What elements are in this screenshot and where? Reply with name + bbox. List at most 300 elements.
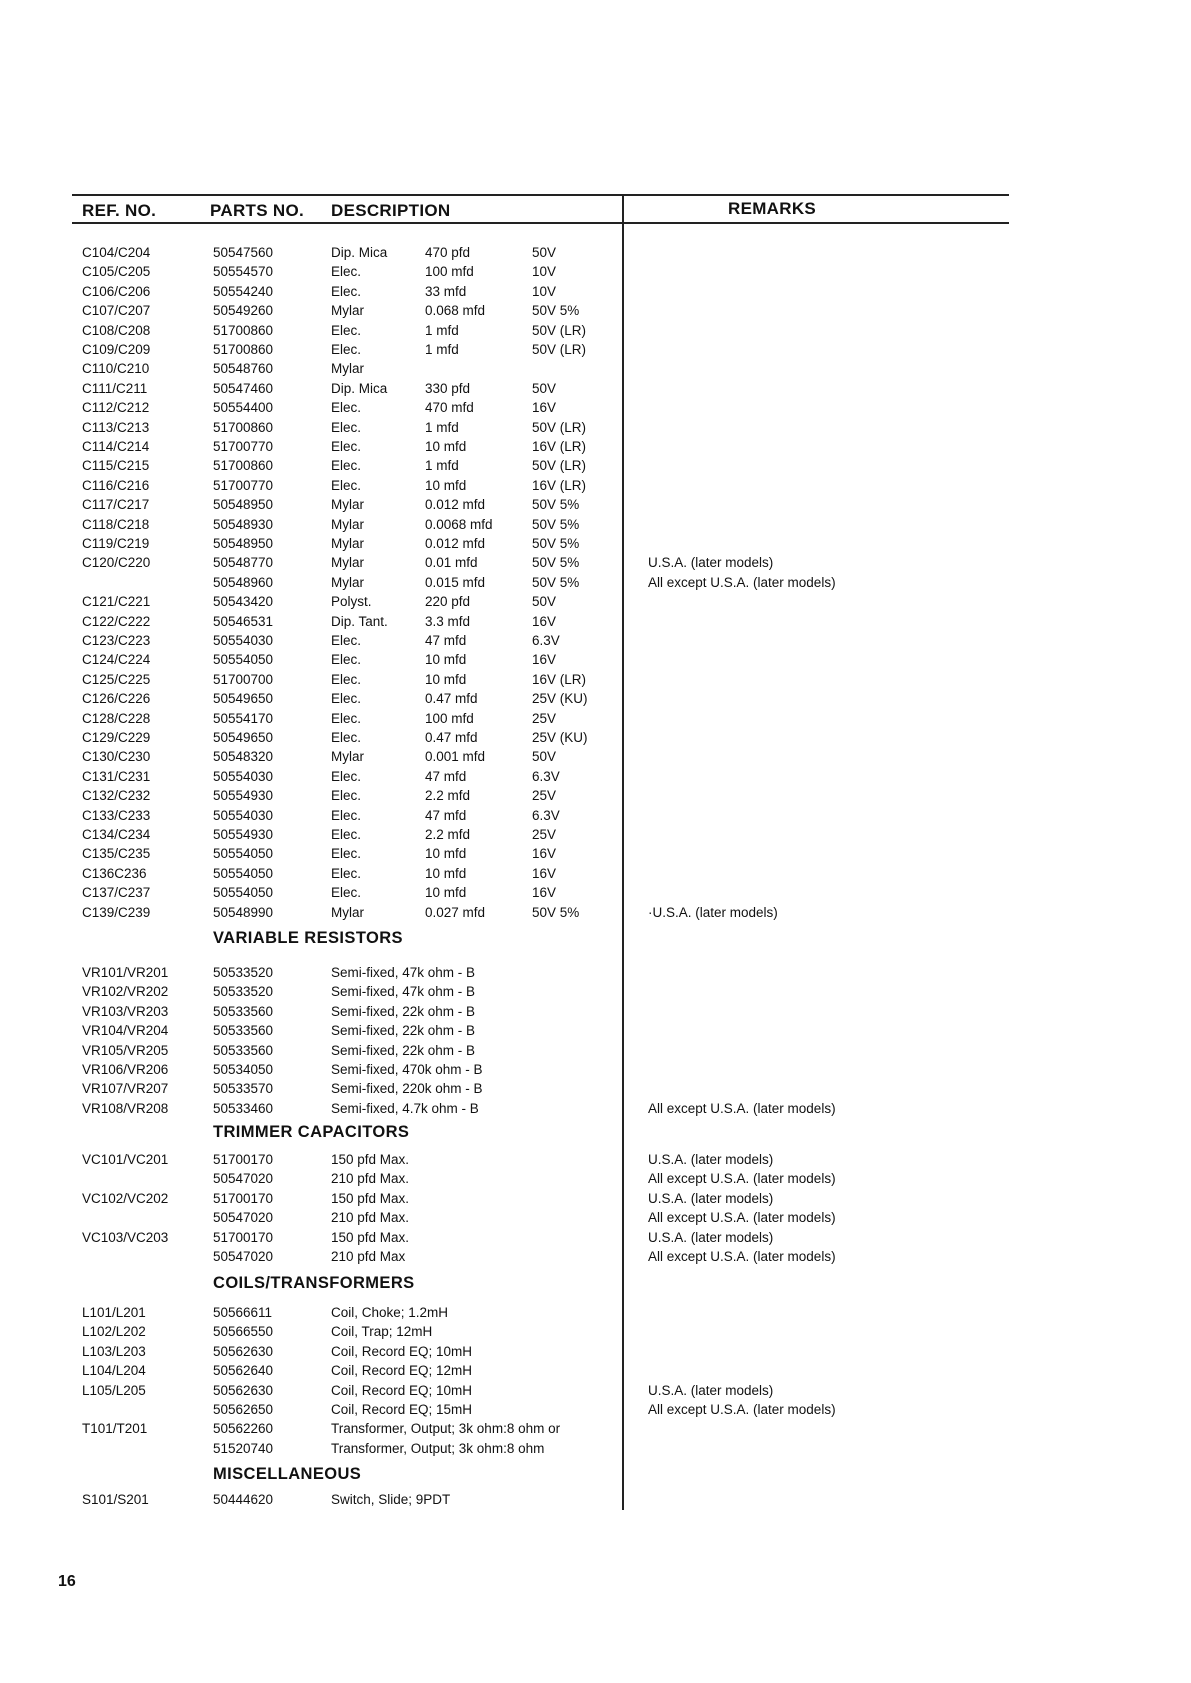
header-remarks: REMARKS — [728, 199, 817, 218]
header-top-rule — [72, 194, 1009, 196]
parts-no: 50554050 — [213, 652, 274, 668]
parts-no: 50533520 — [213, 984, 274, 1000]
component-type: Elec. — [331, 730, 362, 745]
coils-transformers-row — [0, 1439, 1191, 1458]
parts-no: 50554050 — [213, 885, 274, 901]
remarks: ·U.S.A. (later models) — [648, 904, 778, 920]
parts-no: 51700860 — [213, 419, 274, 435]
ref-no: S101/S201 — [82, 1492, 149, 1507]
ref-no: C114/C214 — [82, 439, 150, 454]
component-type: Dip. Tant. — [331, 613, 388, 629]
ref-no: VR108/VR208 — [82, 1100, 169, 1116]
component-value: 10 mfd — [425, 652, 467, 668]
component-type: Elec. — [331, 477, 362, 493]
parts-no: 50533520 — [213, 965, 274, 980]
capacitor-row — [0, 612, 1191, 631]
ref-no: C128/C228 — [82, 710, 151, 726]
capacitor-row — [0, 515, 1191, 534]
capacitor-row — [0, 592, 1191, 611]
description: 150 pfd Max. — [331, 1229, 410, 1245]
ref-no: L101/L201 — [82, 1305, 146, 1320]
parts-no: 50549650 — [213, 691, 274, 707]
description: Transformer, Output; 3k ohm:8 ohm or — [331, 1421, 561, 1437]
component-type: Elec. — [331, 322, 362, 338]
parts-no: 50554030 — [213, 633, 274, 648]
capacitor-row — [0, 806, 1191, 825]
coils-transformers-row — [0, 1361, 1191, 1380]
component-type: Dip. Mica — [331, 380, 388, 396]
parts-no: 50548930 — [213, 516, 274, 532]
component-rating: 50V 5% — [532, 516, 580, 532]
ref-no: C116/C216 — [82, 477, 150, 493]
parts-no: 50547020 — [213, 1210, 274, 1226]
parts-no: 50546531 — [213, 613, 274, 629]
component-type: Mylar — [331, 904, 364, 920]
parts-no: 50554400 — [213, 400, 274, 416]
trimmer-capacitors-row — [0, 1208, 1191, 1227]
component-value: 0.001 mfd — [425, 749, 486, 765]
header-ref-no: REF. NO. — [82, 201, 157, 220]
component-value: 10 mfd — [425, 439, 467, 454]
remarks: All except U.S.A. (later models) — [648, 1249, 836, 1264]
capacitor-row — [0, 883, 1191, 902]
component-type: Elec. — [331, 788, 362, 804]
parts-no: 50562630 — [213, 1343, 274, 1359]
ref-no: C132/C232 — [82, 788, 151, 804]
component-value: 470 mfd — [425, 400, 474, 416]
component-rating: 50V 5% — [532, 536, 580, 551]
component-type: Mylar — [331, 303, 364, 319]
ref-no: L103/L203 — [82, 1343, 146, 1359]
remarks: All except U.S.A. (later models) — [648, 1210, 836, 1226]
capacitor-row — [0, 767, 1191, 786]
component-value: 3.3 mfd — [425, 613, 471, 629]
parts-no: 50548950 — [213, 536, 274, 551]
capacitor-row — [0, 262, 1191, 281]
component-type: Elec. — [331, 264, 362, 280]
capacitor-row — [0, 573, 1191, 592]
parts-no: 50554030 — [213, 768, 274, 784]
capacitor-row — [0, 282, 1191, 301]
parts-no: 50554240 — [213, 283, 274, 299]
capacitor-row — [0, 864, 1191, 883]
ref-no: C134/C234 — [82, 827, 151, 842]
parts-no: 51700170 — [213, 1152, 274, 1167]
miscellaneous-heading: MISCELLANEOUS — [213, 1465, 362, 1483]
header-description: DESCRIPTION — [331, 201, 451, 220]
ref-no: VR104/VR204 — [82, 1023, 169, 1039]
capacitor-row — [0, 243, 1191, 262]
component-value: 0.0068 mfd — [425, 516, 493, 532]
component-rating: 50V (LR) — [532, 322, 587, 338]
ref-no: VR107/VR207 — [82, 1081, 169, 1097]
component-type: Mylar — [331, 361, 364, 377]
coils-transformers-row — [0, 1322, 1191, 1341]
capacitor-row — [0, 728, 1191, 747]
component-rating: 16V (LR) — [532, 671, 587, 687]
variable-resistors-row — [0, 1060, 1191, 1079]
ref-no: C119/C219 — [82, 536, 150, 551]
coils-transformers-row — [0, 1342, 1191, 1361]
component-value: 0.015 mfd — [425, 574, 486, 590]
ref-no: C118/C218 — [82, 516, 150, 532]
ref-no: VR102/VR202 — [82, 984, 169, 1000]
component-value: 100 mfd — [425, 710, 474, 726]
description: Coil, Trap; 12mH — [331, 1324, 433, 1340]
parts-no: 50548320 — [213, 749, 274, 765]
ref-no: C115/C215 — [82, 458, 150, 474]
component-rating: 10V — [532, 264, 557, 280]
component-value: 10 mfd — [425, 846, 467, 862]
parts-no: 50554170 — [213, 710, 274, 726]
description: 210 pfd Max. — [331, 1171, 410, 1187]
parts-no: 50548770 — [213, 555, 274, 571]
component-value: 33 mfd — [425, 283, 467, 299]
capacitor-row — [0, 844, 1191, 863]
parts-no: 50533570 — [213, 1081, 274, 1097]
variable-resistors-row — [0, 1021, 1191, 1040]
component-value: 0.012 mfd — [425, 536, 486, 551]
parts-no: 50534050 — [213, 1062, 274, 1077]
variable-resistors-row — [0, 1041, 1191, 1060]
parts-no: 50548950 — [213, 497, 274, 513]
component-value: 470 pfd — [425, 245, 471, 260]
description: Semi-fixed, 4.7k ohm - B — [331, 1100, 479, 1116]
ref-no: C129/C229 — [82, 730, 151, 745]
ref-no: C120/C220 — [82, 555, 151, 571]
ref-no: C111/C211 — [82, 380, 148, 396]
parts-no: 50533560 — [213, 1003, 274, 1019]
component-value: 100 mfd — [425, 264, 474, 280]
ref-no: VR101/VR201 — [82, 965, 169, 980]
capacitor-row — [0, 631, 1191, 650]
trimmer-capacitors-heading: TRIMMER CAPACITORS — [213, 1123, 410, 1141]
parts-no: 50549650 — [213, 730, 274, 745]
trimmer-capacitors-row — [0, 1228, 1191, 1247]
ref-no: C137/C237 — [82, 885, 151, 901]
description: Semi-fixed, 47k ohm - B — [331, 965, 476, 980]
capacitor-row — [0, 747, 1191, 766]
capacitor-row — [0, 903, 1191, 922]
component-rating: 50V 5% — [532, 574, 580, 590]
variable-resistors-row — [0, 1002, 1191, 1021]
parts-no: 51700170 — [213, 1229, 274, 1245]
capacitor-row — [0, 553, 1191, 572]
ref-no: L105/L205 — [82, 1382, 146, 1398]
ref-no: C133/C233 — [82, 807, 151, 823]
description: Coil, Record EQ; 10mH — [331, 1382, 473, 1398]
component-rating: 16V (LR) — [532, 477, 587, 493]
component-type: Elec. — [331, 342, 362, 357]
ref-no: C123/C223 — [82, 633, 151, 648]
component-rating: 25V (KU) — [532, 691, 588, 707]
capacitor-row — [0, 689, 1191, 708]
component-value: 1 mfd — [425, 458, 459, 474]
ref-no: C122/C222 — [82, 613, 151, 629]
description: Coil, Record EQ; 15mH — [331, 1402, 473, 1417]
parts-no: 51700860 — [213, 322, 274, 338]
parts-no: 50562260 — [213, 1421, 274, 1437]
component-value: 47 mfd — [425, 807, 467, 823]
parts-no: 50562630 — [213, 1382, 274, 1398]
component-rating: 6.3V — [532, 633, 560, 648]
component-rating: 16V (LR) — [532, 439, 587, 454]
parts-no: 51700170 — [213, 1190, 274, 1206]
component-rating: 25V — [532, 788, 557, 804]
parts-no: 51700860 — [213, 342, 274, 357]
coils-transformers-row — [0, 1381, 1191, 1400]
component-value: 10 mfd — [425, 671, 467, 687]
capacitor-row — [0, 786, 1191, 805]
component-type: Elec. — [331, 400, 362, 416]
component-type: Mylar — [331, 536, 364, 551]
description: Semi-fixed, 47k ohm - B — [331, 984, 476, 1000]
ref-no: VC103/VC203 — [82, 1229, 169, 1245]
remarks: U.S.A. (later models) — [648, 1382, 774, 1398]
component-rating: 50V 5% — [532, 555, 580, 571]
parts-no: 50548990 — [213, 904, 274, 920]
component-type: Elec. — [331, 652, 362, 668]
component-rating: 16V — [532, 400, 557, 416]
component-value: 2.2 mfd — [425, 788, 471, 804]
description: Coil, Record EQ; 10mH — [331, 1343, 473, 1359]
remarks: All except U.S.A. (later models) — [648, 574, 836, 590]
ref-no: L104/L204 — [82, 1363, 146, 1379]
component-value: 10 mfd — [425, 865, 467, 881]
ref-no: C117/C217 — [82, 497, 150, 513]
ref-no: VR106/VR206 — [82, 1062, 169, 1077]
component-rating: 6.3V — [532, 768, 560, 784]
parts-no: 51700770 — [213, 439, 274, 454]
coils-transformers-row — [0, 1419, 1191, 1438]
parts-no: 50547560 — [213, 245, 274, 260]
ref-no: T101/T201 — [82, 1421, 148, 1437]
parts-no: 51520740 — [213, 1440, 274, 1456]
parts-no: 50444620 — [213, 1492, 274, 1507]
parts-no: 50533560 — [213, 1023, 274, 1039]
component-type: Elec. — [331, 458, 362, 474]
component-rating: 50V 5% — [532, 497, 580, 513]
component-type: Elec. — [331, 633, 362, 648]
component-type: Elec. — [331, 671, 362, 687]
component-rating: 16V — [532, 613, 557, 629]
ref-no: VC102/VC202 — [82, 1190, 169, 1206]
variable-resistors-row — [0, 1079, 1191, 1098]
miscellaneous-row — [0, 1490, 1191, 1509]
component-type: Elec. — [331, 846, 362, 862]
capacitor-row — [0, 456, 1191, 475]
component-type: Elec. — [331, 865, 362, 881]
trimmer-capacitors-row — [0, 1189, 1191, 1208]
component-value: 10 mfd — [425, 477, 467, 493]
ref-no: C105/C205 — [82, 264, 151, 280]
capacitor-row — [0, 650, 1191, 669]
component-type: Elec. — [331, 439, 362, 454]
parts-no: 50562650 — [213, 1402, 274, 1417]
component-value: 0.012 mfd — [425, 497, 486, 513]
variable-resistors-row — [0, 1099, 1191, 1118]
component-value: 0.47 mfd — [425, 691, 478, 707]
parts-no: 50548760 — [213, 361, 274, 377]
description: 210 pfd Max. — [331, 1210, 410, 1226]
ref-no: C112/C212 — [82, 400, 150, 416]
component-value: 220 pfd — [425, 594, 471, 610]
coils-transformers-row — [0, 1400, 1191, 1419]
coils-transformers-row — [0, 1303, 1191, 1322]
parts-no: 50566611 — [213, 1305, 273, 1320]
parts-no: 50554050 — [213, 846, 274, 862]
ref-no: L102/L202 — [82, 1324, 146, 1340]
capacitor-row — [0, 340, 1191, 359]
variable-resistors-row — [0, 963, 1191, 982]
description: Semi-fixed, 22k ohm - B — [331, 1023, 476, 1039]
ref-no: C108/C208 — [82, 322, 151, 338]
component-value: 2.2 mfd — [425, 827, 471, 842]
remarks: All except U.S.A. (later models) — [648, 1171, 836, 1187]
ref-no: C110/C210 — [82, 361, 150, 377]
component-type: Mylar — [331, 497, 364, 513]
capacitor-row — [0, 301, 1191, 320]
capacitor-row — [0, 398, 1191, 417]
trimmer-capacitors-row — [0, 1150, 1191, 1169]
parts-no: 51700860 — [213, 458, 274, 474]
description: Semi-fixed, 470k ohm - B — [331, 1062, 483, 1077]
ref-no: C121/C221 — [82, 594, 151, 610]
component-type: Dip. Mica — [331, 245, 388, 260]
description: 210 pfd Max — [331, 1249, 406, 1264]
description: Switch, Slide; 9PDT — [331, 1492, 451, 1507]
component-rating: 50V — [532, 245, 557, 260]
capacitor-row — [0, 495, 1191, 514]
component-type: Elec. — [331, 768, 362, 784]
parts-no: 51700700 — [213, 671, 274, 687]
component-type: Elec. — [331, 827, 362, 842]
component-value: 1 mfd — [425, 342, 459, 357]
component-value: 1 mfd — [425, 419, 459, 435]
capacitor-row — [0, 359, 1191, 378]
parts-no: 50554030 — [213, 807, 274, 823]
trimmer-capacitors-row — [0, 1169, 1191, 1188]
component-type: Mylar — [331, 555, 364, 571]
component-value: 10 mfd — [425, 885, 467, 901]
parts-no: 50562640 — [213, 1363, 274, 1379]
capacitor-row — [0, 825, 1191, 844]
remarks: U.S.A. (later models) — [648, 555, 774, 571]
parts-no: 50554930 — [213, 827, 274, 842]
ref-no: C139/C239 — [82, 904, 151, 920]
ref-no: C109/C209 — [82, 342, 151, 357]
ref-no: VC101/VC201 — [82, 1152, 169, 1167]
parts-no: 50533560 — [213, 1042, 274, 1058]
component-rating: 6.3V — [532, 807, 560, 823]
ref-no: C113/C213 — [82, 419, 150, 435]
description: Semi-fixed, 22k ohm - B — [331, 1003, 476, 1019]
remarks: U.S.A. (later models) — [648, 1229, 774, 1245]
parts-no: 50548960 — [213, 574, 274, 590]
parts-no: 51700770 — [213, 477, 274, 493]
component-type: Mylar — [331, 749, 364, 765]
component-value: 0.47 mfd — [425, 730, 478, 745]
parts-no: 50554050 — [213, 865, 274, 881]
variable-resistors-row — [0, 982, 1191, 1001]
description: Semi-fixed, 22k ohm - B — [331, 1042, 476, 1058]
parts-no: 50543420 — [213, 594, 274, 610]
parts-no: 50547020 — [213, 1171, 274, 1187]
header-bottom-rule — [72, 222, 1009, 224]
capacitor-row — [0, 476, 1191, 495]
component-rating: 10V — [532, 283, 557, 299]
description: Transformer, Output; 3k ohm:8 ohm — [331, 1440, 545, 1456]
component-value: 47 mfd — [425, 633, 467, 648]
component-value: 0.068 mfd — [425, 303, 486, 319]
component-type: Mylar — [331, 516, 364, 532]
trimmer-capacitors-row — [0, 1247, 1191, 1266]
component-rating: 25V (KU) — [532, 730, 588, 745]
variable-resistors-heading: VARIABLE RESISTORS — [213, 929, 403, 947]
component-rating: 25V — [532, 710, 557, 726]
description: 150 pfd Max. — [331, 1152, 410, 1167]
capacitor-row — [0, 534, 1191, 553]
ref-no: C136C236 — [82, 865, 147, 881]
description: 150 pfd Max. — [331, 1190, 410, 1206]
capacitor-row — [0, 379, 1191, 398]
component-type: Elec. — [331, 419, 362, 435]
component-type: Elec. — [331, 283, 362, 299]
component-value: 1 mfd — [425, 322, 459, 338]
component-value: 0.027 mfd — [425, 904, 486, 920]
component-type: Mylar — [331, 574, 364, 590]
parts-no: 50547020 — [213, 1249, 274, 1264]
parts-no: 50566550 — [213, 1324, 274, 1340]
header-parts-no: PARTS NO. — [210, 201, 305, 220]
component-rating: 50V (LR) — [532, 458, 587, 474]
component-rating: 50V (LR) — [532, 342, 587, 357]
component-rating: 50V — [532, 380, 557, 396]
parts-no: 50533460 — [213, 1100, 274, 1116]
remarks: All except U.S.A. (later models) — [648, 1402, 836, 1417]
component-rating: 16V — [532, 885, 557, 901]
parts-no: 50549260 — [213, 303, 274, 319]
ref-no: C104/C204 — [82, 245, 151, 260]
component-value: 47 mfd — [425, 768, 467, 784]
component-rating: 16V — [532, 652, 557, 668]
ref-no: VR105/VR205 — [82, 1042, 169, 1058]
ref-no: C126/C226 — [82, 691, 151, 707]
component-type: Elec. — [331, 807, 362, 823]
ref-no: VR103/VR203 — [82, 1003, 169, 1019]
ref-no: C124/C224 — [82, 652, 151, 668]
component-rating: 50V 5% — [532, 904, 580, 920]
parts-no: 50547460 — [213, 380, 274, 396]
component-type: Polyst. — [331, 594, 372, 610]
capacitor-row — [0, 709, 1191, 728]
component-rating: 16V — [532, 846, 557, 862]
ref-no: C130/C230 — [82, 749, 151, 765]
coils-transformers-heading: COILS/TRANSFORMERS — [213, 1274, 415, 1292]
component-rating: 50V 5% — [532, 303, 580, 319]
description: Coil, Record EQ; 12mH — [331, 1363, 473, 1379]
component-rating: 50V — [532, 594, 557, 610]
parts-no: 50554570 — [213, 264, 274, 280]
component-value: 330 pfd — [425, 380, 471, 396]
ref-no: C131/C231 — [82, 768, 151, 784]
remarks: All except U.S.A. (later models) — [648, 1100, 836, 1116]
component-rating: 16V — [532, 865, 557, 881]
component-type: Elec. — [331, 710, 362, 726]
component-type: Elec. — [331, 691, 362, 707]
parts-no: 50554930 — [213, 788, 274, 804]
remarks: U.S.A. (later models) — [648, 1190, 774, 1206]
